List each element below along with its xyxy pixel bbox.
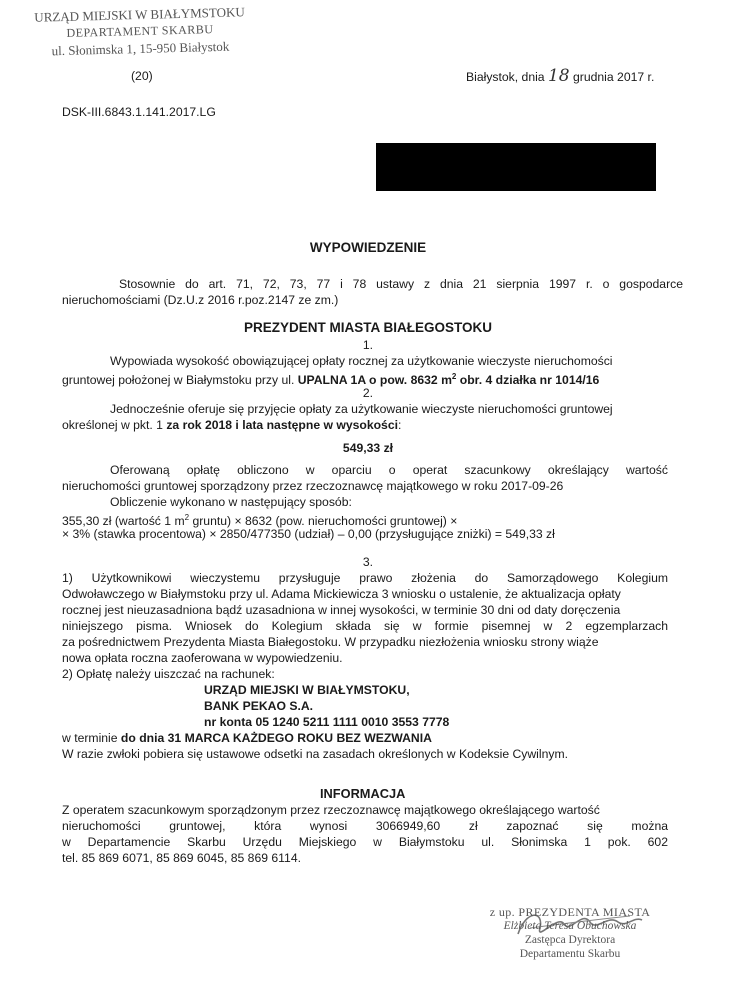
bank-account-number: nr konta 05 1240 5211 1111 0010 3553 7778 — [204, 715, 450, 729]
appeal-line-1: 1) Użytkownikowi wieczystemu przysługuje prawo złożenia do Samorządowego Kolegium — [62, 571, 668, 585]
department-stamp — [29, 3, 250, 60]
intro-line-1: Stosownie do art. 71, 72, 73, 77 i 78 ustawy z dnia 21 sierpnia 1997 r. o gospodarce — [119, 277, 683, 291]
intro-line-2: nieruchomościami (Dz.U.z 2016 r.poz.2147 ze zm.) — [62, 293, 339, 307]
signature-authority: z up. PREZYDENTA MIASTA — [489, 905, 651, 919]
signature-name: Elżbieta Teresa Obuchowska — [503, 920, 637, 932]
section-2-number: 2. — [362, 386, 374, 400]
section-2-line-2: określonej w pkt. 1 za rok 2018 i lata następne w wysokości: — [62, 418, 402, 432]
information-line-4: tel. 85 869 6071, 85 869 6045, 85 869 6114. — [62, 851, 301, 865]
letter-date — [466, 68, 654, 85]
stamp-office: URZĄD MIEJSKI W BIAŁYMSTOKU — [34, 4, 245, 25]
appeal-line-2: Odwoławczego w Białymstoku przy ul. Adama Mickiewicza 3 wniosku o ustalenie, że aktualizacja opłaty — [62, 587, 621, 601]
section-1-line-2: gruntowej położonej w Białymstoku przy ul. UPALNA 1A o pow. 8632 $m^2$ obr. 4 działka nr 1014/16 — [62, 372, 600, 388]
bank-name: BANK PEKAO S.A. — [204, 699, 314, 713]
information-heading: INFORMACJA — [320, 786, 406, 801]
appeal-line-3: rocznej jest nieuzasadniona bądź uzasadniona w innej wysokości, w terminie 30 dni od daty doręczenia — [62, 603, 621, 617]
offer-line-1: Oferowaną opłatę obliczono w oparciu o operat szacunkowy określający wartość — [110, 463, 668, 477]
calculation-line-1: 355,30 zł (wartość 1 $m^2$ gruntu) × 8632 (pow. nieruchomości gruntowej) × — [62, 513, 458, 529]
appeal-line-4: niniejszego pisma. Wniosek do Kolegium składa się w formie pisemnej w 2 egzemplarzach — [62, 619, 668, 633]
payment-intro: 2) Opłatę należy uiszczać na rachunek: — [62, 667, 275, 681]
appeal-line-6: nowa opłata roczna zaoferowana w wypowiedzeniu. — [62, 651, 343, 665]
late-interest-note: W razie zwłoki pobiera się ustawowe odsetki na zasadach określonych w Kodeksie Cywilnym. — [62, 747, 569, 761]
section-3-number: 3. — [362, 555, 374, 569]
stamp-address: ul. Słonimska 1, 15-950 Białystok — [51, 38, 230, 59]
offer-line-2: nieruchomości gruntowej sporządzony przez rzeczoznawcę majątkowego w roku 2017-09-26 — [62, 479, 564, 493]
letter-number: (20) — [131, 69, 153, 83]
signature-stamp — [480, 905, 660, 961]
bank-recipient: URZĄD MIEJSKI W BIAŁYMSTOKU, — [204, 683, 410, 697]
information-line-3: w Departamencie Skarbu Urzędu Miejskiego w Białymstoku ul. Słonimska 1 pok. 602 — [62, 835, 668, 849]
redacted-recipient-block — [376, 143, 656, 191]
section-1-number: 1. — [362, 338, 374, 352]
document-title: WYPOWIEDZENIE — [309, 240, 427, 255]
section-2-line-1: Jednocześnie oferuje się przyjęcie opłaty za użytkowanie wieczyste nieruchomości gruntowej — [110, 402, 613, 416]
stamp-department: DEPARTAMENT SKARBU — [66, 22, 214, 40]
section-1-line-1: Wypowiada wysokość obowiązującej opłaty rocznej za użytkowanie wieczyste nieruchomości — [110, 354, 613, 368]
signature-department: Departamentu Skarbu — [519, 948, 621, 960]
authority-heading: PREZYDENT MIASTA BIAŁEGOSTOKU — [243, 320, 492, 335]
calculation-line-2: × 3% (stawka procentowa) × 2850/477350 (udział) – 0,00 (przysługujące zniżki) = 549,33 zł — [62, 527, 555, 541]
reference-number: DSK-III.6843.1.141.2017.LG — [62, 105, 216, 119]
property-address: UPALNA 1A o pow. 8632 $m^2$ obr. 4 działka nr 1014/16 — [297, 372, 600, 388]
information-line-2: nieruchomości gruntowej, która wynosi 3066949,60 zł zapoznać się można — [62, 819, 668, 833]
information-line-1: Z operatem szacunkowym sporządzonym przez rzeczoznawcę majątkowego określającego wartość — [62, 803, 600, 817]
fee-amount: 549,33 zł — [342, 441, 394, 455]
date-suffix: grudnia 2017 r. — [573, 70, 655, 84]
date-day-handwritten: 18 — [547, 66, 570, 86]
signature-position: Zastępca Dyrektora — [524, 934, 616, 946]
payment-deadline: w terminie do dnia 31 MARCA KAŻDEGO ROKU BEZ WEZWANIA — [62, 731, 432, 745]
calculation-intro: Obliczenie wykonano w następujący sposób: — [110, 495, 352, 509]
date-prefix: Białystok, dnia — [466, 70, 545, 84]
appeal-line-5: za pośrednictwem Prezydenta Miasta Białegostoku. W przypadku niezłożenia wniosku strony wiąże — [62, 635, 599, 649]
